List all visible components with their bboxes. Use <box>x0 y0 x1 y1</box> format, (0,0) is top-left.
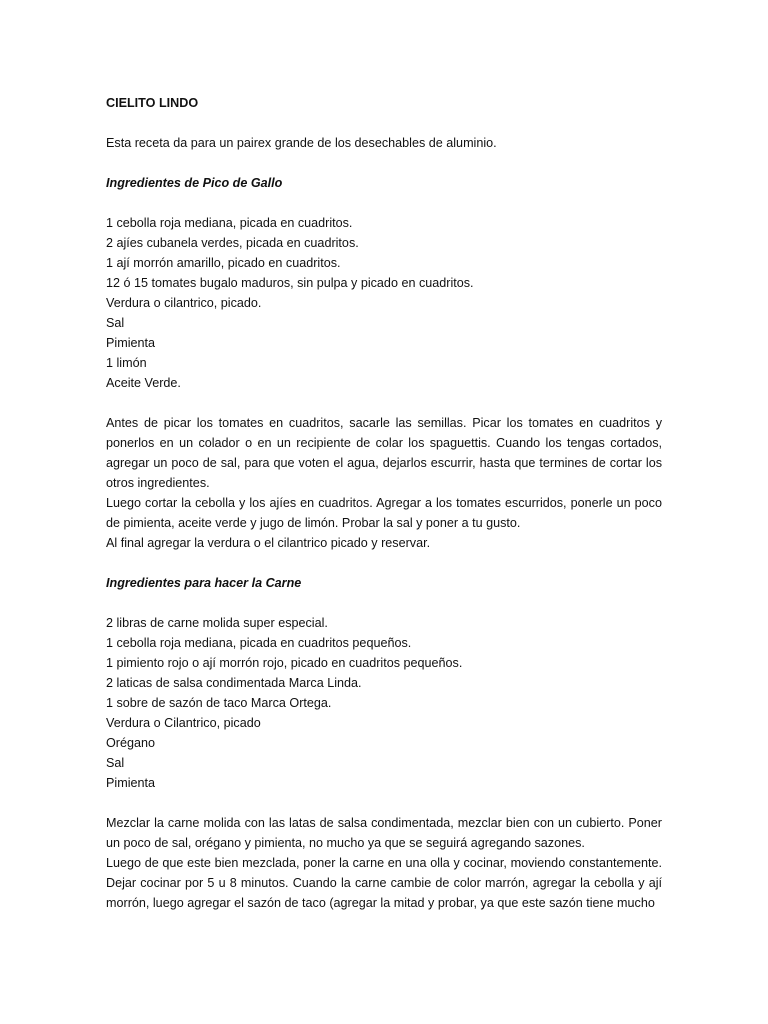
list-item: 2 ajíes cubanela verdes, picada en cuadritos. <box>106 236 359 250</box>
list-item: Sal <box>106 756 125 770</box>
list-item: 1 sobre de sazón de taco Marca Ortega. <box>106 696 332 710</box>
list-item: Orégano <box>106 736 156 750</box>
document-title: CIELITO LINDO <box>106 96 199 110</box>
carne-ingredient-list <box>106 613 662 793</box>
list-item: Pimienta <box>106 776 155 790</box>
list-item: Verdura o cilantrico, picado. <box>106 296 262 310</box>
intro-text: Esta receta da para un pairex grande de los desechables de aluminio. <box>106 136 497 150</box>
list-item: Pimienta <box>106 336 155 350</box>
list-item: 1 ají morrón amarillo, picado en cuadritos. <box>106 256 341 270</box>
carne-heading: Ingredientes para hacer la Carne <box>106 576 302 590</box>
pico-step-paragraph: Al final agregar la verdura o el cilantrico picado y reservar. <box>106 536 431 550</box>
list-item: 1 pimiento rojo o ají morrón rojo, picado en cuadritos pequeños. <box>106 656 463 670</box>
carne-step-paragraph: Luego de que este bien mezclada, poner la carne en una olla y cocinar, moviendo constantemente. Dejar cocinar por 5 u 8 minutos. Cuando la carne cambie de color marrón, agregar la cebolla y ají morrón, luego agregar el sazón de taco (agregar la mitad y probar, ya que este sazón tiene mucho <box>106 856 662 910</box>
list-item: 1 cebolla roja mediana, picada en cuadritos. <box>106 216 353 230</box>
list-item: 12 ó 15 tomates bugalo maduros, sin pulpa y picado en cuadritos. <box>106 276 474 290</box>
list-item: 2 laticas de salsa condimentada Marca Linda. <box>106 676 362 690</box>
list-item: Verdura o Cilantrico, picado <box>106 716 261 730</box>
pico-step-paragraph: Luego cortar la cebolla y los ajíes en cuadritos. Agregar a los tomates escurridos, ponerle un poco de pimienta, aceite verde y jugo de limón. Probar la sal y poner a tu gusto. <box>106 496 662 530</box>
carne-step-paragraph: Mezclar la carne molida con las latas de salsa condimentada, mezclar bien con un cubierto. Poner un poco de sal, orégano y pimienta, no mucho ya que se seguirá agregando sazones. <box>106 816 662 850</box>
list-item: 2 libras de carne molida super especial. <box>106 616 328 630</box>
list-item: 1 limón <box>106 356 147 370</box>
pico-ingredient-list <box>106 213 662 393</box>
pico-heading: Ingredientes de Pico de Gallo <box>106 176 283 190</box>
list-item: 1 cebolla roja mediana, picada en cuadritos pequeños. <box>106 636 412 650</box>
list-item: Sal <box>106 316 125 330</box>
list-item: Aceite Verde. <box>106 376 181 390</box>
pico-step-paragraph: Antes de picar los tomates en cuadritos, sacarle las semillas. Picar los tomates en cuadritos y ponerlos en un colador o en un recipiente de colar los spaguettis. Cuando los tengas cortados, agregar un poco de sal, para que voten el agua, dejarlos escurrir, hasta que termines de cortar los otros ingredientes. <box>106 416 662 490</box>
